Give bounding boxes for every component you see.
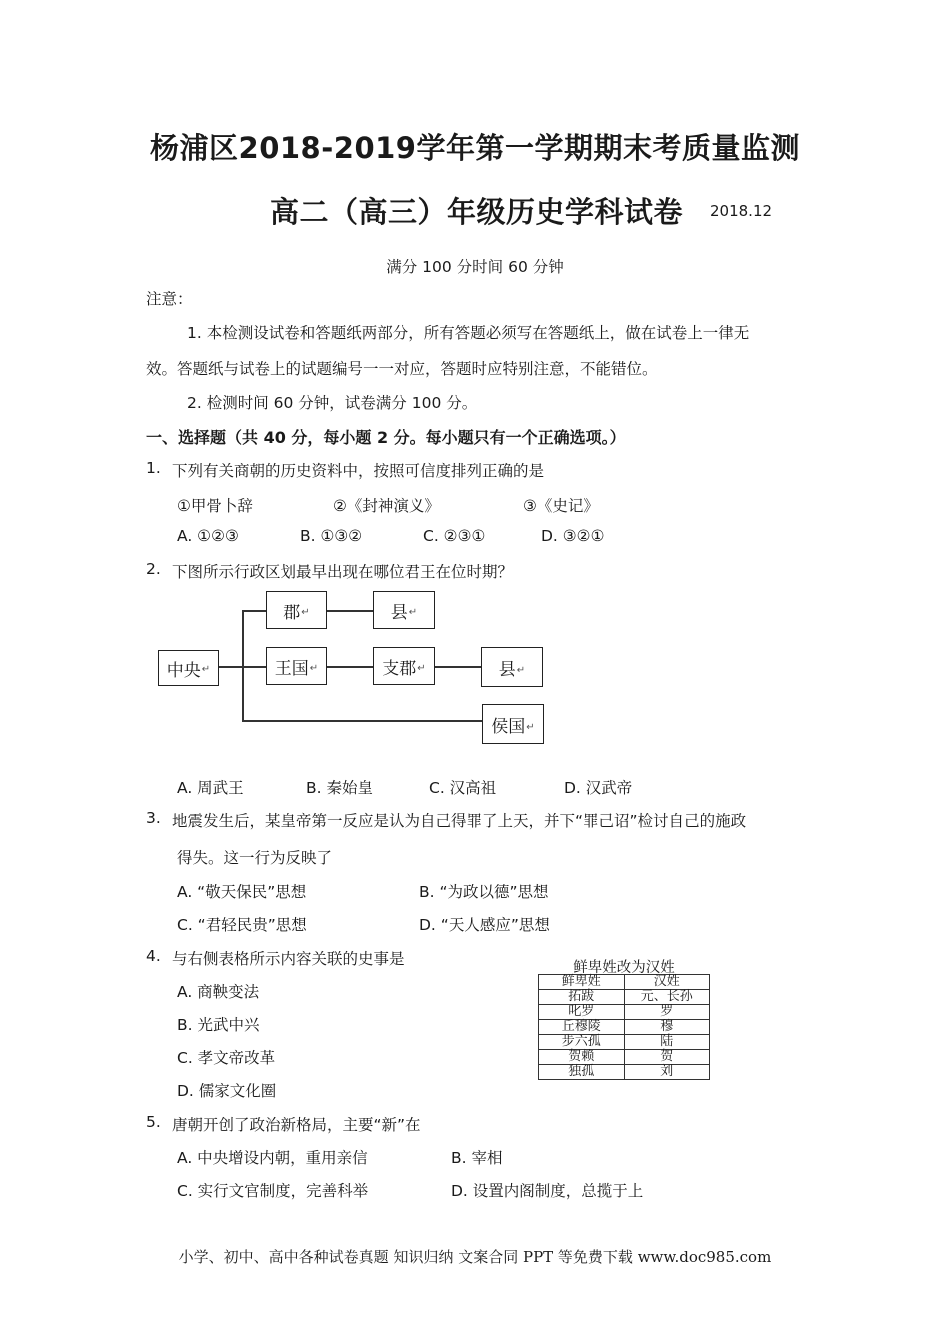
q5-option-c: C. 实行文官制度，完善科举 <box>177 1182 369 1200</box>
q1-item-1: ①甲骨卜辞 <box>177 497 253 515</box>
q1-number: 1. <box>146 459 161 477</box>
table-cell: 穆 <box>624 1020 710 1035</box>
q2-number: 2. <box>146 560 161 578</box>
q3-option-b: B. “为政以德”思想 <box>419 883 549 901</box>
q4-option-b: B. 光武中兴 <box>177 1016 260 1034</box>
table-cell: 刘 <box>624 1065 710 1080</box>
surname-table <box>538 974 710 1080</box>
notes-line-1a: 1. 本检测设试卷和答题纸两部分，所有答题必须写在答题纸上，做在试卷上一律无 <box>187 324 750 342</box>
q1-option-b: B. ①③② <box>300 527 363 545</box>
q3-option-d: D. “天人感应”思想 <box>419 916 550 934</box>
table-header: 汉姓 <box>624 975 710 990</box>
q5-option-b: B. 宰相 <box>451 1149 503 1167</box>
table-cell: 拓跋 <box>539 990 625 1005</box>
q2-option-d: D. 汉武帝 <box>564 779 633 797</box>
box-marquisate: 侯国 ↵ <box>482 704 544 744</box>
q3-stem-b: 得失。这一行为反映了 <box>177 849 333 867</box>
q3-stem-a: 地震发生后，某皇帝第一反应是认为自己得罪了上天，并下“罪己诏”检讨自己的施政 <box>172 812 747 830</box>
table-row <box>539 1065 710 1080</box>
q1-item-3: ③《史记》 <box>523 497 599 515</box>
section-heading: 一、选择题（共 40 分，每小题 2 分。每小题只有一个正确选项。） <box>146 428 626 447</box>
connector-line <box>435 666 482 668</box>
table-row <box>539 1035 710 1050</box>
connector-line <box>242 720 483 722</box>
title-line-1: 杨浦区2018-2019学年第一学期期末考质量监测 <box>150 131 800 165</box>
box-central: 中央 ↵ <box>158 650 219 686</box>
q1-option-c: C. ②③① <box>423 527 486 545</box>
table-row <box>539 1020 710 1035</box>
surname-table-caption: 鲜卑姓改为汉姓 <box>573 960 675 976</box>
notes-label: 注意： <box>146 290 193 308</box>
box-kingdom: 王国 ↵ <box>266 647 327 685</box>
q4-option-a: A. 商鞅变法 <box>177 983 260 1001</box>
q4-option-d: D. 儒家文化圈 <box>177 1082 277 1100</box>
table-row <box>539 1050 710 1065</box>
q5-option-a: A. 中央增设内朝，重用亲信 <box>177 1149 368 1167</box>
exam-date: 2018.12 <box>710 202 773 220</box>
table-row <box>539 1005 710 1020</box>
table-cell: 贺赖 <box>539 1050 625 1065</box>
table-cell: 丘穆陵 <box>539 1020 625 1035</box>
box-county-2: 县 ↵ <box>481 647 543 687</box>
notes-line-2: 2. 检测时间 60 分钟，试卷满分 100 分。 <box>187 394 478 412</box>
q2-option-c: C. 汉高祖 <box>429 779 497 797</box>
connector-line <box>327 666 374 668</box>
table-row <box>539 990 710 1005</box>
q5-number: 5. <box>146 1113 161 1131</box>
q4-number: 4. <box>146 947 161 965</box>
q1-stem: 下列有关商朝的历史资料中，按照可信度排列正确的是 <box>172 462 545 480</box>
table-cell: 罗 <box>624 1005 710 1020</box>
q4-option-c: C. 孝文帝改革 <box>177 1049 276 1067</box>
table-header-row <box>539 975 710 990</box>
title-line-2: 高二（高三）年级历史学科试卷 <box>270 195 684 229</box>
q1-item-2: ②《封神演义》 <box>333 497 440 515</box>
score-time: 满分 100 分时间 60 分钟 <box>386 258 564 276</box>
table-cell: 叱罗 <box>539 1005 625 1020</box>
table-cell: 独孤 <box>539 1065 625 1080</box>
connector-line <box>327 610 374 612</box>
q3-number: 3. <box>146 809 161 827</box>
q5-option-d: D. 设置内阁制度，总揽于上 <box>451 1182 644 1200</box>
q2-option-a: A. 周武王 <box>177 779 244 797</box>
connector-line <box>218 666 243 668</box>
q2-stem: 下图所示行政区划最早出现在哪位君王在位时期？ <box>172 563 514 581</box>
footer-note: 小学、初中、高中各种试卷真题 知识归纳 文案合同 PPT 等免费下载 www.doc985.com <box>178 1248 772 1266</box>
box-sub-commandery: 支郡 ↵ <box>373 647 435 685</box>
connector-line <box>242 666 267 668</box>
q5-stem: 唐朝开创了政治新格局，主要“新”在 <box>172 1116 421 1134</box>
table-cell: 陆 <box>624 1035 710 1050</box>
q3-option-a: A. “敬天保民”思想 <box>177 883 307 901</box>
box-commandery: 郡 ↵ <box>266 591 327 629</box>
q4-stem: 与右侧表格所示内容关联的史事是 <box>172 950 405 968</box>
q1-option-a: A. ①②③ <box>177 527 239 545</box>
table-cell: 贺 <box>624 1050 710 1065</box>
table-cell: 步六孤 <box>539 1035 625 1050</box>
connector-line <box>242 610 267 612</box>
notes-line-1b: 效。答题纸与试卷上的试题编号一一对应，答题时应特别注意，不能错位。 <box>146 360 658 378</box>
q1-option-d: D. ③②① <box>541 527 605 545</box>
q2-option-b: B. 秦始皇 <box>306 779 373 797</box>
q3-option-c: C. “君轻民贵”思想 <box>177 916 307 934</box>
table-cell: 元、长孙 <box>624 990 710 1005</box>
box-county-1: 县 ↵ <box>373 591 435 629</box>
table-header: 鲜卑姓 <box>539 975 625 990</box>
